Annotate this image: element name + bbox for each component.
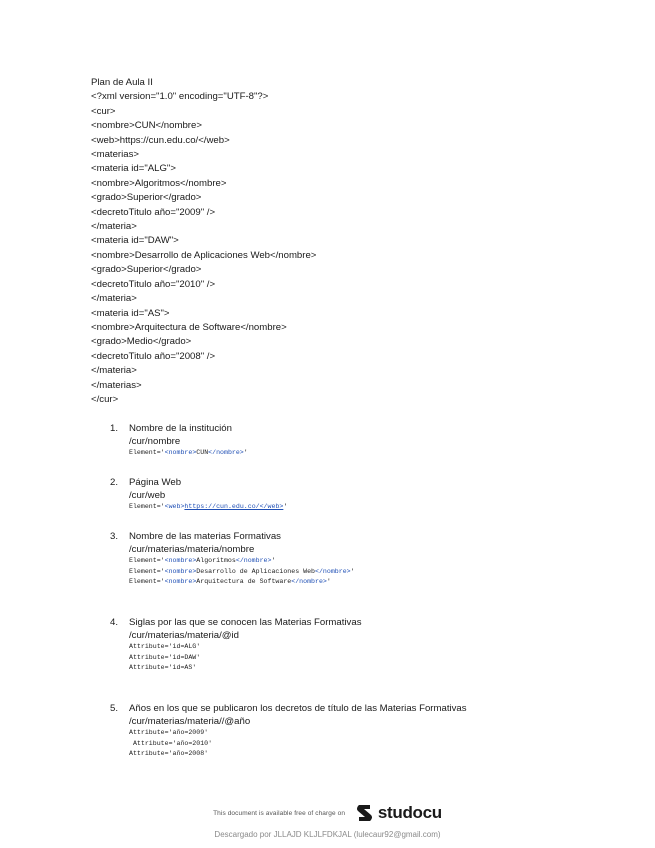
studocu-wordmark: studocu bbox=[377, 803, 442, 822]
result-suffix: ' bbox=[243, 449, 248, 456]
question-item bbox=[110, 530, 630, 588]
studocu-s-icon bbox=[355, 803, 375, 823]
xml-line: <materia id="AS"> bbox=[91, 307, 170, 319]
result-value: CUN bbox=[196, 449, 209, 456]
xml-line: <web>https://cun.edu.co/</web> bbox=[91, 134, 230, 146]
result-value: Arquitectura de Software bbox=[196, 578, 292, 585]
xml-line: <grado>Medio</grado> bbox=[91, 336, 192, 348]
xpath-result bbox=[129, 642, 630, 653]
xml-line: <grado>Superior</grado> bbox=[91, 192, 202, 204]
question-item bbox=[110, 476, 630, 513]
xpath-result bbox=[129, 448, 630, 459]
result-text: Attribute='id=AS' bbox=[129, 664, 197, 671]
xpath-result bbox=[129, 728, 630, 739]
question-title: Años en los que se publicaron los decretos de título de las Materias Formativas bbox=[129, 703, 467, 714]
result-prefix: Element=' bbox=[129, 503, 165, 510]
xml-line: <materias> bbox=[91, 149, 139, 161]
downloaded-by-text: Descargado por JLLAJD KLJLFDKJAL (lulecaur92@gmail.com) bbox=[214, 830, 441, 839]
question-heading bbox=[110, 422, 630, 435]
xpath-expression: /cur/materias/materia/nombre bbox=[129, 544, 255, 555]
result-suffix: ' bbox=[271, 557, 276, 564]
xml-line: <materia id="DAW"> bbox=[91, 235, 179, 247]
question-number: 5. bbox=[110, 703, 119, 714]
xml-line: <grado>Superior</grado> bbox=[91, 264, 202, 276]
xpath-expression: /cur/web bbox=[129, 490, 166, 501]
question-title: Nombre de la institución bbox=[129, 423, 232, 434]
result-suffix: ' bbox=[326, 578, 331, 585]
xml-line: <nombre>Desarrollo de Aplicaciones Web</nombre> bbox=[91, 249, 317, 261]
xml-source bbox=[91, 76, 316, 407]
result-open-tag: <nombre> bbox=[164, 557, 197, 564]
xpath-result bbox=[129, 567, 630, 578]
result-text: Attribute='año=2009' bbox=[129, 729, 209, 736]
result-text: Attribute='año=2008' bbox=[129, 750, 209, 757]
xml-line: <decretoTitulo año="2009" /> bbox=[91, 206, 216, 218]
question-number: 2. bbox=[110, 477, 119, 488]
result-open-tag: <nombre> bbox=[164, 449, 197, 456]
result-prefix: Element=' bbox=[129, 567, 165, 575]
xpath-result bbox=[129, 749, 630, 760]
xpath-result bbox=[129, 663, 630, 674]
question-title: Nombre de las materias Formativas bbox=[129, 531, 281, 542]
xml-line: <nombre>Arquitectura de Software</nombre> bbox=[91, 321, 287, 333]
xml-line: </materia> bbox=[91, 365, 137, 377]
question-heading bbox=[110, 530, 630, 543]
question-heading bbox=[110, 702, 630, 715]
xml-line: </cur> bbox=[91, 393, 119, 405]
question-title: Siglas por las que se conocen las Materias Formativas bbox=[129, 617, 362, 628]
document-title: Plan de Aula II bbox=[91, 77, 153, 88]
studocu-banner bbox=[0, 803, 655, 823]
xml-line: <cur> bbox=[91, 105, 116, 117]
xpath-result bbox=[129, 739, 630, 750]
xml-line: <?xml version="1.0" encoding="UTF-8"?> bbox=[91, 91, 269, 103]
result-close-tag: </nombre> bbox=[235, 557, 272, 564]
xml-line: <materia id="ALG"> bbox=[91, 163, 176, 175]
result-prefix: Element=' bbox=[129, 557, 165, 564]
xpath-expression: /cur/nombre bbox=[129, 436, 181, 447]
xml-line: <decretoTitulo año="2010" /> bbox=[91, 278, 216, 290]
xml-line: </materia> bbox=[91, 293, 137, 305]
question-heading bbox=[110, 616, 630, 629]
question-heading bbox=[110, 476, 630, 489]
question-number: 1. bbox=[110, 423, 119, 434]
result-text: Attribute='id=ALG' bbox=[129, 643, 201, 650]
result-open-tag: <nombre> bbox=[164, 567, 197, 575]
xpath-result bbox=[129, 556, 630, 567]
result-text: Attribute='id=DAW' bbox=[129, 653, 201, 661]
result-suffix: ' bbox=[283, 503, 288, 510]
xpath-result bbox=[129, 502, 630, 513]
xml-line: <decretoTitulo año="2008" /> bbox=[91, 350, 216, 362]
question-number: 3. bbox=[110, 531, 119, 542]
xml-line: <nombre>Algoritmos</nombre> bbox=[91, 177, 227, 189]
xml-line: </materia> bbox=[91, 221, 137, 233]
result-link[interactable]: https://cun.edu.co/</web> bbox=[184, 503, 284, 510]
question-item bbox=[110, 422, 630, 459]
result-close-tag: </nombre> bbox=[291, 578, 327, 585]
availability-text: This document is available free of charge on bbox=[213, 809, 346, 817]
result-prefix: Element=' bbox=[129, 578, 165, 585]
question-title: Página Web bbox=[129, 477, 182, 488]
result-suffix: ' bbox=[350, 567, 355, 575]
studocu-logo[interactable] bbox=[355, 803, 442, 823]
result-close-tag: </nombre> bbox=[315, 567, 351, 575]
xml-line: <nombre>CUN</nombre> bbox=[91, 120, 202, 132]
xpath-expression: /cur/materias/materia//@año bbox=[129, 716, 251, 727]
xpath-result bbox=[129, 577, 630, 588]
result-close-tag: </nombre> bbox=[208, 449, 244, 456]
xml-line: </materias> bbox=[91, 379, 142, 391]
result-value: Algoritmos bbox=[196, 557, 236, 564]
result-value: Desarrollo de Aplicaciones Web bbox=[196, 567, 315, 575]
result-open-tag: <nombre> bbox=[164, 578, 197, 585]
result-open-tag: <web> bbox=[164, 503, 185, 510]
xpath-result bbox=[129, 653, 630, 664]
result-text: Attribute='año=2010' bbox=[129, 739, 213, 747]
question-number: 4. bbox=[110, 617, 119, 628]
result-prefix: Element=' bbox=[129, 449, 165, 456]
question-item bbox=[110, 616, 630, 674]
question-item bbox=[110, 702, 630, 760]
xpath-expression: /cur/materias/materia/@id bbox=[129, 630, 239, 641]
